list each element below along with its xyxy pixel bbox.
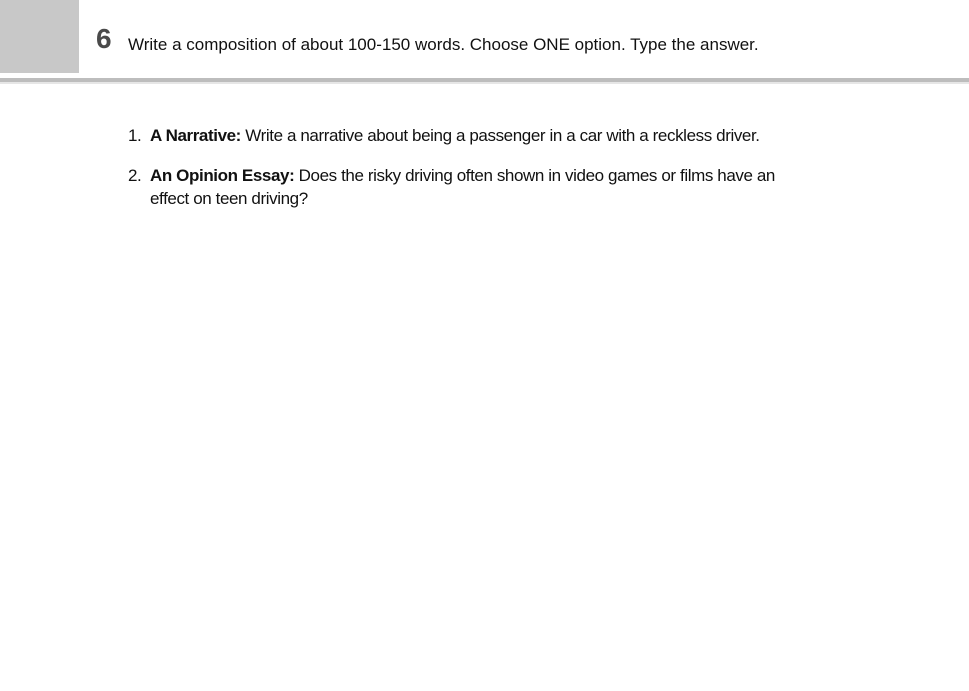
option-text: Write a narrative about being a passenger in a car with a reckless driver. bbox=[240, 126, 760, 145]
option-item-opinion-essay bbox=[128, 164, 818, 210]
option-number: 1. bbox=[128, 126, 142, 145]
option-number: 2. bbox=[128, 166, 142, 185]
option-text: Does the risky driving often shown in video games or films have an effect on teen driving? bbox=[150, 166, 775, 208]
option-item-narrative bbox=[128, 124, 818, 147]
question-header bbox=[0, 0, 969, 80]
question-instruction: Write a composition of about 100-150 words. Choose ONE option. Type the answer. bbox=[128, 35, 759, 54]
header-divider-shadow bbox=[0, 82, 969, 84]
question-tab bbox=[0, 0, 79, 73]
option-label: An Opinion Essay: bbox=[150, 166, 295, 185]
option-label: A Narrative: bbox=[150, 126, 241, 145]
question-number: 6 bbox=[96, 23, 112, 54]
option-list bbox=[128, 124, 818, 227]
